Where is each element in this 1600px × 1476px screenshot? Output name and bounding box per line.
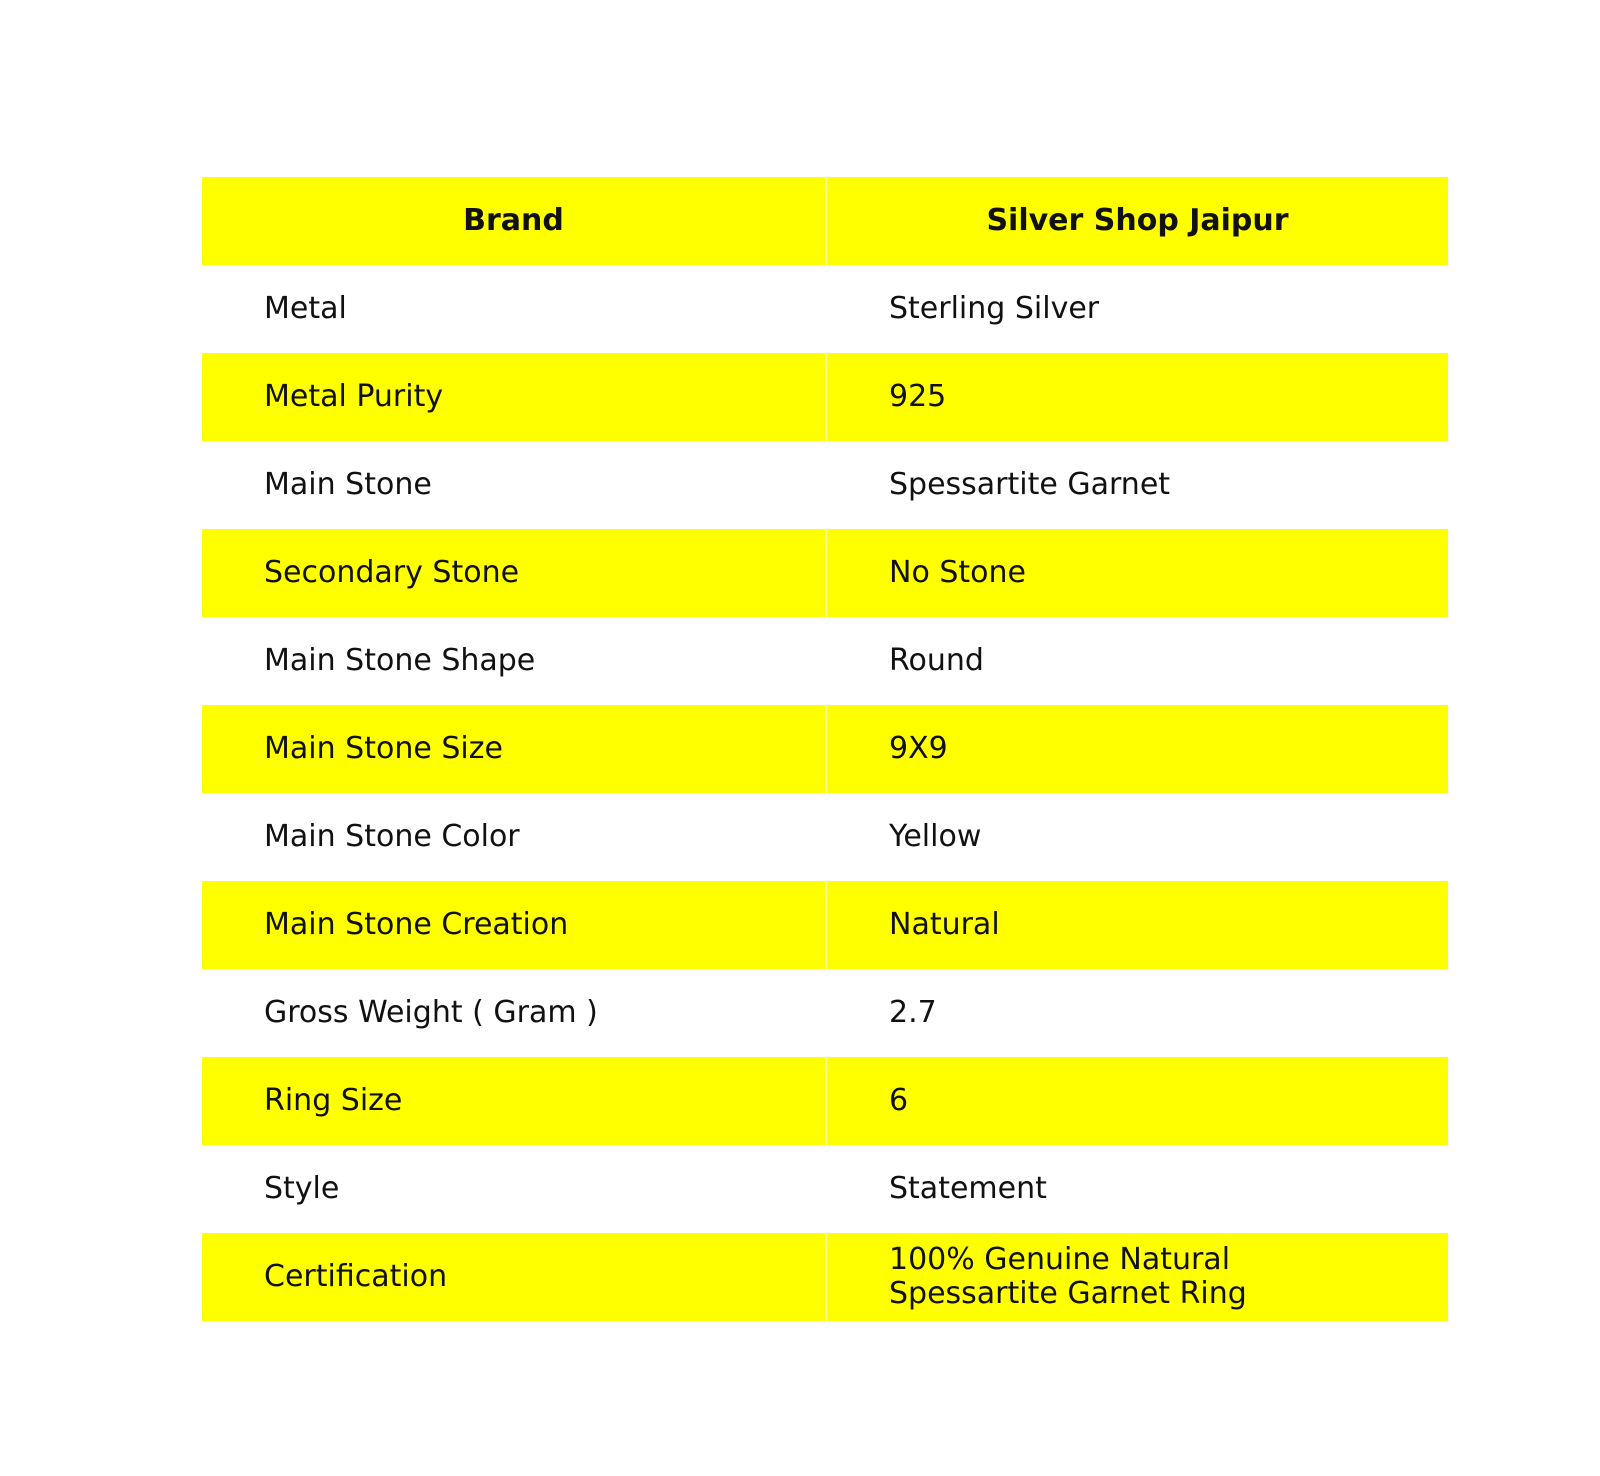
table-row: [202, 1057, 1448, 1145]
row-label: Gross Weight ( Gram ): [202, 969, 825, 1057]
table-row: [202, 441, 1448, 529]
table-row: [202, 969, 1448, 1057]
table-row: [202, 617, 1448, 705]
row-label: Certification: [202, 1233, 825, 1321]
table-row: [202, 265, 1448, 353]
specification-table: [202, 177, 1448, 1321]
row-value: 100% Genuine Natural Spessartite Garnet Ring: [825, 1233, 1448, 1321]
row-value: Spessartite Garnet: [825, 441, 1448, 529]
row-value: Sterling Silver: [825, 265, 1448, 353]
row-value: Natural: [825, 881, 1448, 969]
row-value: No Stone: [825, 529, 1448, 617]
row-label: Main Stone Size: [202, 705, 825, 793]
row-value: Yellow: [825, 793, 1448, 881]
row-value: Statement: [825, 1145, 1448, 1233]
row-label: Metal Purity: [202, 353, 825, 441]
row-label: Main Stone: [202, 441, 825, 529]
table-row: [202, 529, 1448, 617]
row-label: Secondary Stone: [202, 529, 825, 617]
row-label: Main Stone Shape: [202, 617, 825, 705]
row-value: 2.7: [825, 969, 1448, 1057]
header-value-cell: Silver Shop Jaipur: [825, 177, 1448, 265]
row-label: Main Stone Color: [202, 793, 825, 881]
table-row: [202, 705, 1448, 793]
row-value: 6: [825, 1057, 1448, 1145]
row-value: Round: [825, 617, 1448, 705]
table-row: [202, 881, 1448, 969]
table-row: [202, 793, 1448, 881]
row-value: 9X9: [825, 705, 1448, 793]
table-row: [202, 1145, 1448, 1233]
table-row: [202, 1233, 1448, 1321]
header-label-cell: Brand: [202, 177, 825, 265]
row-label: Style: [202, 1145, 825, 1233]
row-label: Ring Size: [202, 1057, 825, 1145]
row-label: Main Stone Creation: [202, 881, 825, 969]
table-row: [202, 353, 1448, 441]
row-label: Metal: [202, 265, 825, 353]
table-header-row: [202, 177, 1448, 265]
row-value: 925: [825, 353, 1448, 441]
